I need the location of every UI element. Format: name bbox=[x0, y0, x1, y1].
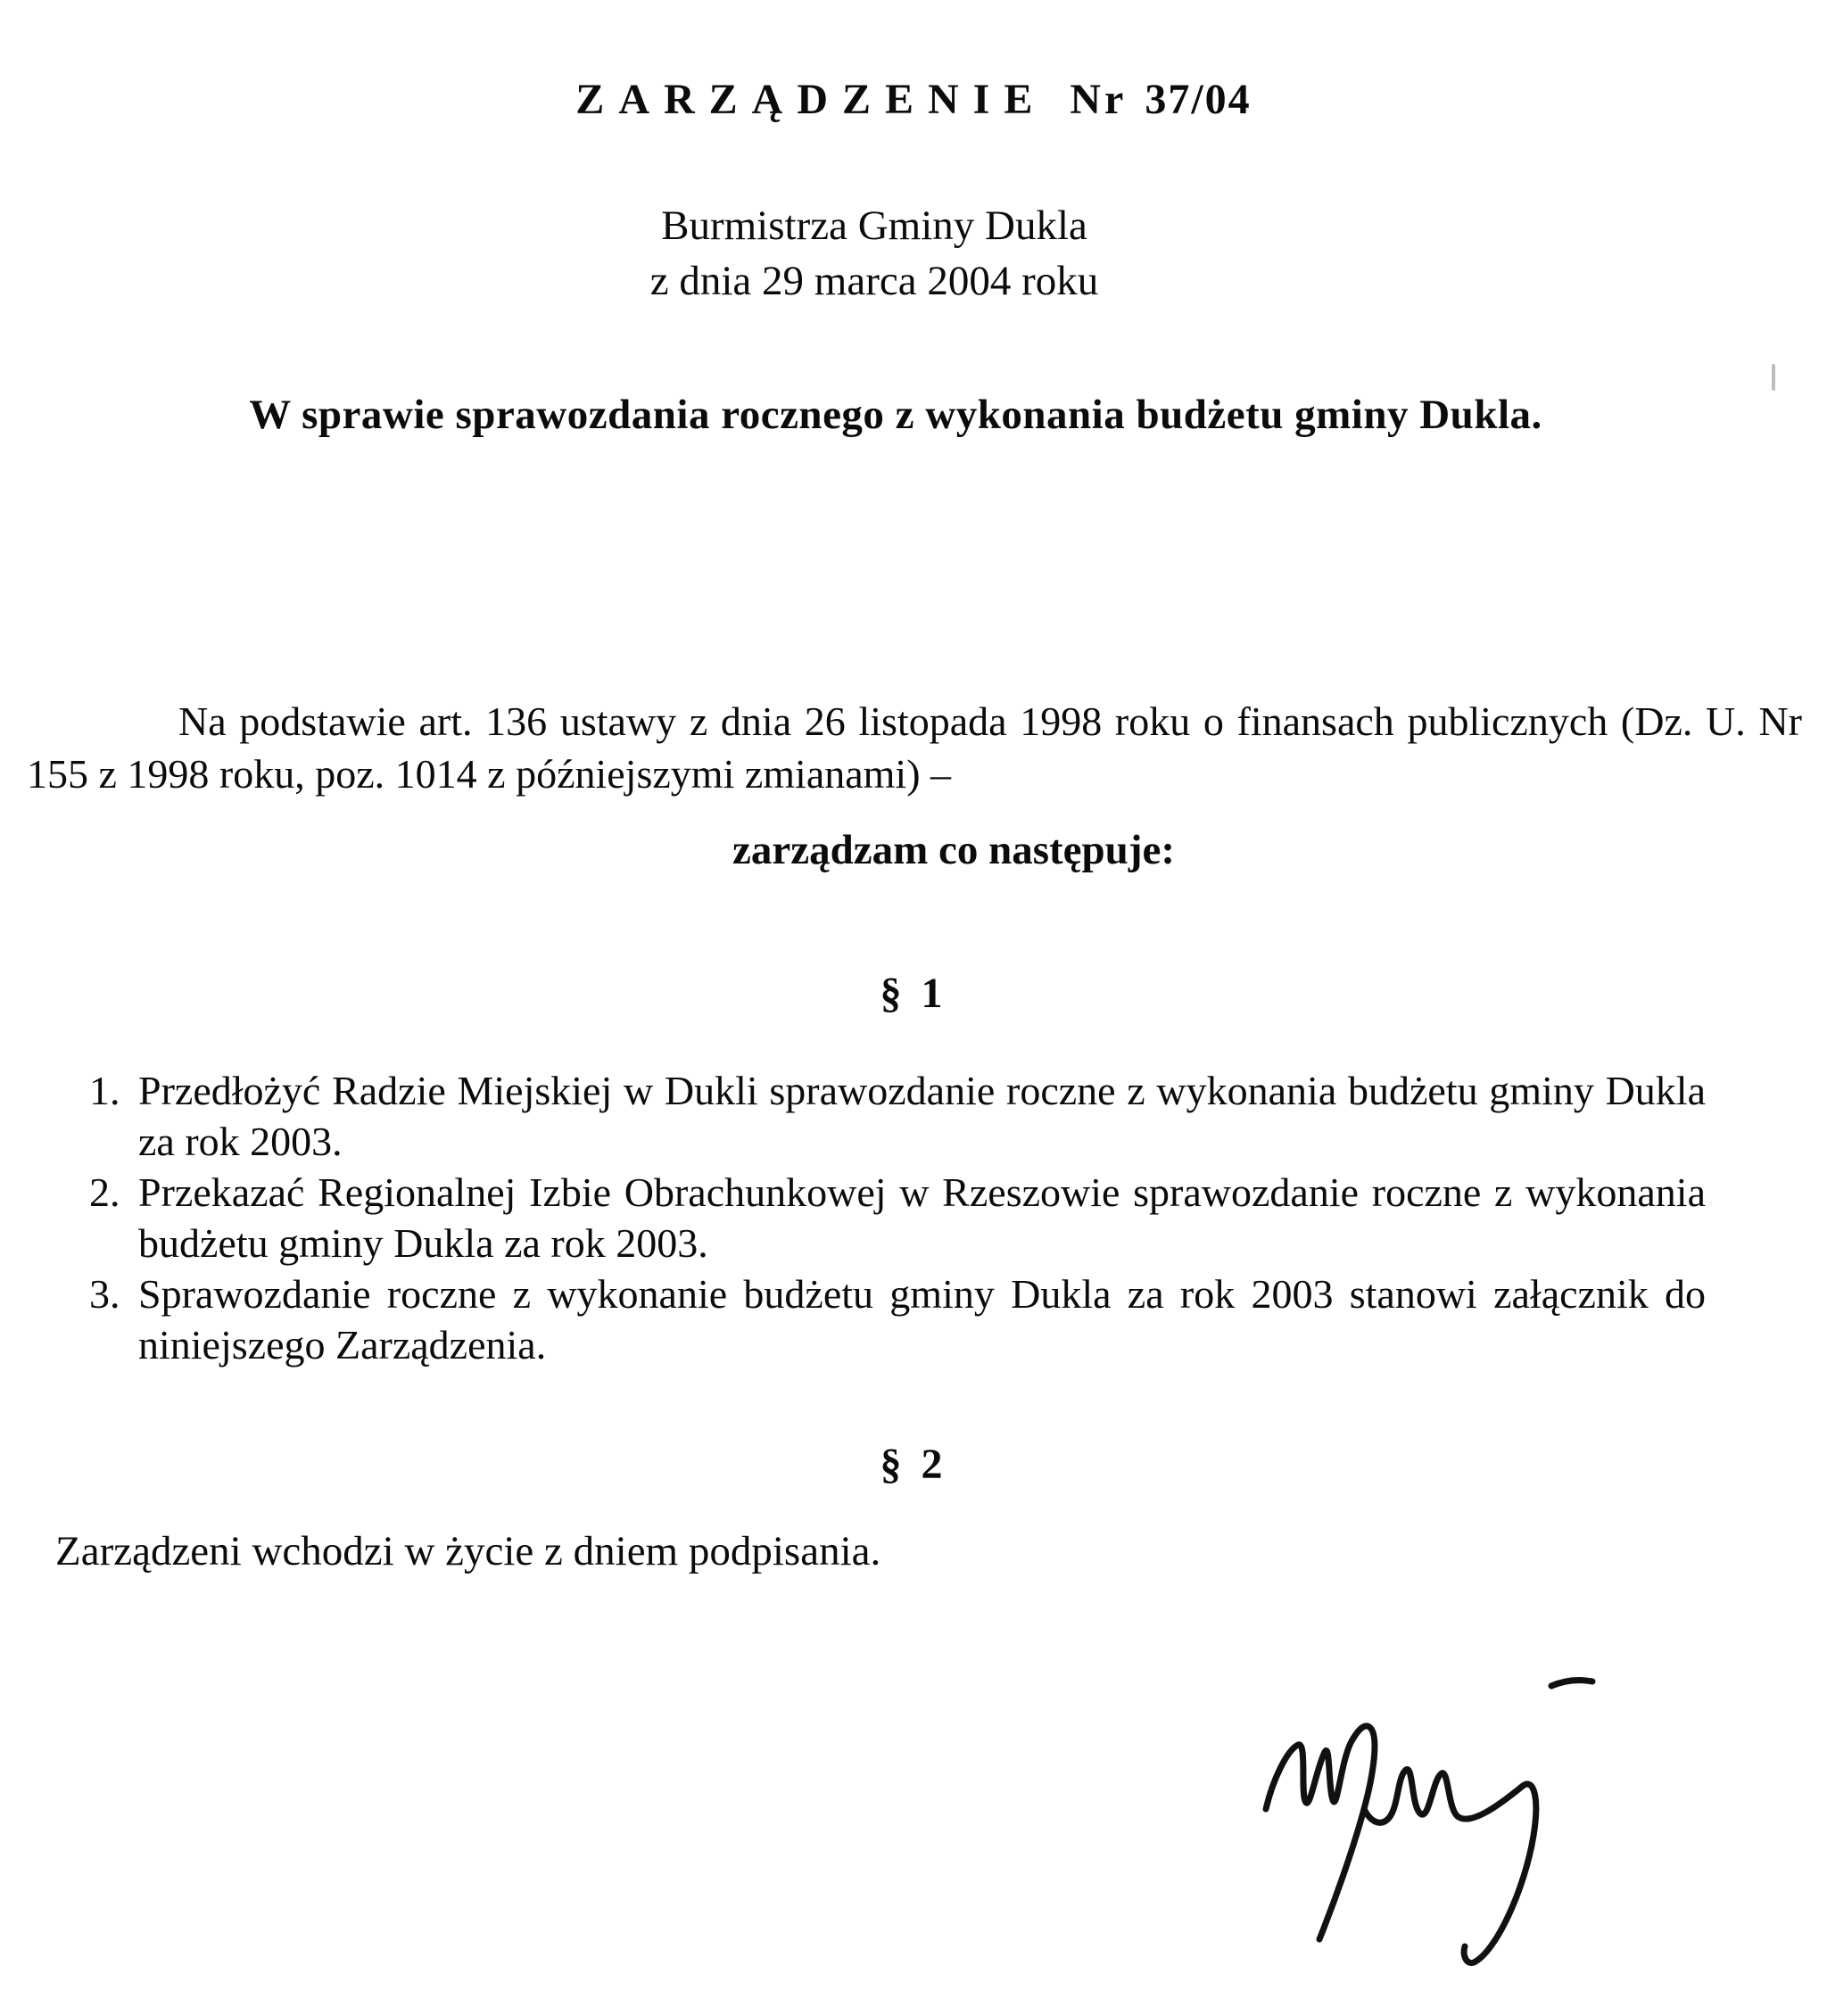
handwritten-signature bbox=[1244, 1665, 1628, 1996]
order-intro-line: zarządzam co następuje: bbox=[732, 827, 1175, 873]
list-item-text: Przekazać Regionalnej Izbie Obrachunkowej w Rzeszowie sprawozdanie roczne z wykonania budżetu gminy Dukla za rok 2003. bbox=[138, 1169, 1706, 1266]
list-item-number: 1. bbox=[89, 1068, 120, 1113]
title-nr-label: Nr bbox=[1070, 76, 1128, 123]
date-line: z dnia 29 marca 2004 roku bbox=[649, 258, 1099, 304]
page-title bbox=[0, 75, 1827, 124]
title-word: ZARZĄDZENIE bbox=[575, 76, 1047, 123]
legal-basis-paragraph: Na podstawie art. 136 ustawy z dnia 26 listopada 1998 roku o finansach publicznych (Dz. U. Nr 155 z 1998 roku, poz. 1014 z późniejszymi zmianami) – bbox=[27, 698, 1802, 797]
effective-date-line: Zarządzeni wchodzi w życie z dniem podpisania. bbox=[55, 1528, 881, 1574]
signature-scribble-icon bbox=[1244, 1665, 1628, 1996]
list-item-number: 2. bbox=[89, 1169, 120, 1215]
section-1-mark: § 1 bbox=[880, 970, 947, 1017]
list-item-text: Sprawozdanie roczne z wykonanie budżetu gminy Dukla za rok 2003 stanowi załącznik do niniejszego Zarządzenia. bbox=[138, 1271, 1706, 1367]
list-item bbox=[89, 1167, 1706, 1268]
issuer-line: Burmistrza Gminy Dukla bbox=[661, 202, 1087, 249]
list-item-number: 3. bbox=[89, 1271, 120, 1317]
ordered-list bbox=[89, 1065, 1706, 1370]
scan-artifact bbox=[1772, 364, 1775, 391]
subject-line: W sprawie sprawozdania rocznego z wykonania budżetu gminy Dukla. bbox=[249, 392, 1542, 438]
section-2-mark: § 2 bbox=[880, 1441, 947, 1488]
list-item bbox=[89, 1065, 1706, 1167]
issuer-block bbox=[0, 198, 1827, 309]
list-item bbox=[89, 1268, 1706, 1370]
list-item-text: Przedłożyć Radzie Miejskiej w Dukli sprawozdanie roczne z wykonania budżetu gminy Dukla za rok 2003. bbox=[138, 1068, 1706, 1164]
title-number: 37/04 bbox=[1145, 76, 1252, 123]
